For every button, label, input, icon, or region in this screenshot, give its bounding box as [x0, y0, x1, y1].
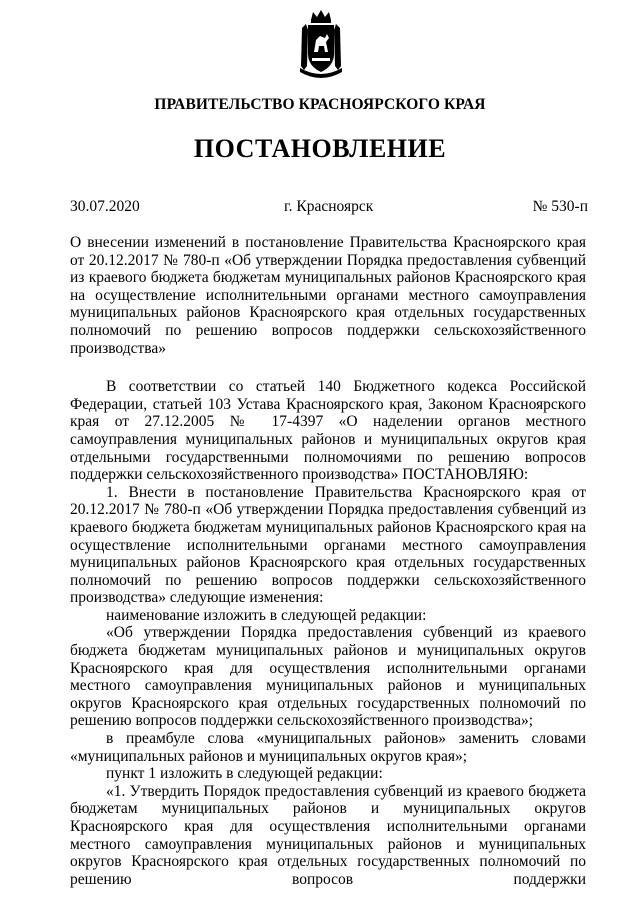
- government-title: ПРАВИТЕЛЬСТВО КРАСНОЯРСКОГО КРАЯ: [154, 96, 486, 113]
- preamble-amendment-paragraph: в преамбуле слова «муниципальных районов» заменить словами «муниципальных районов и муниципальных округов края»;: [70, 730, 586, 765]
- coat-of-arms-icon: [298, 8, 344, 78]
- preamble-paragraph: В соответствии со статьей 140 Бюджетного кодекса Российской Федерации, статьей 103 Устава Красноярского края, Законом Красноярского края от 27.12.2005 № 17-4397 «О наделении органов местного самоуправления муниципальных районов и муниципальных округов края отдельными государственными полномочиями по решению вопросов поддержки сельскохозяйственного производства» ПОСТАНОВЛЯЮ:: [70, 378, 586, 484]
- amendment-title-paragraph: наименование изложить в следующей редакции:: [106, 606, 427, 624]
- new-point-1-paragraph: «1. Утвердить Порядок предоставления субвенций из краевого бюджета бюджетам муниципальных районов и муниципальных округов Красноярского края для осуществления исполнительными органами местного самоуправления муниципальных районов и муниципальных округов Красноярского края отдельных государственных полномочий по решению вопросов поддержки: [70, 782, 586, 888]
- document-type-title: ПОСТАНОВЛЕНИЕ: [193, 134, 447, 163]
- document-body: [70, 234, 586, 888]
- point-1-amendment-paragraph: пункт 1 изложить в следующей редакции:: [106, 765, 383, 783]
- document-subject: О внесении изменений в постановление Правительства Красноярского края от 20.12.2017 № 780-п «Об утверждении Порядка предоставления субвенций из краевого бюджета бюджетам муниципальных районов Красноярского края на осуществление исполнительными органами местного самоуправления муниципальных районов Красноярского края отдельных государственных полномочий по решению вопросов поддержки сельскохозяйственного производства»: [70, 234, 586, 357]
- document-number: № 530-п: [532, 198, 588, 215]
- document-city: г. Красноярск: [284, 198, 374, 215]
- document-date: 30.07.2020: [70, 198, 140, 215]
- new-title-paragraph: «Об утверждении Порядка предоставления субвенций из краевого бюджета бюджетам муниципальных районов и муниципальных округов Красноярского края для осуществления исполнительными органами местного самоуправления муниципальных районов и муниципальных округов Красноярского края отдельных государственных полномочий по решению вопросов поддержки сельскохозяйственного производства»;: [70, 624, 586, 730]
- clause-1-paragraph: 1. Внести в постановление Правительства Красноярского края от 20.12.2017 № 780-п «Об утверждении Порядка предоставления субвенций из краевого бюджета бюджетам муниципальных районов Красноярского края на осуществление исполнительными органами местного самоуправления муниципальных районов Красноярского края отдельных государственных полномочий по решению вопросов поддержки сельскохозяйственного производства» следующие изменения:: [70, 483, 586, 607]
